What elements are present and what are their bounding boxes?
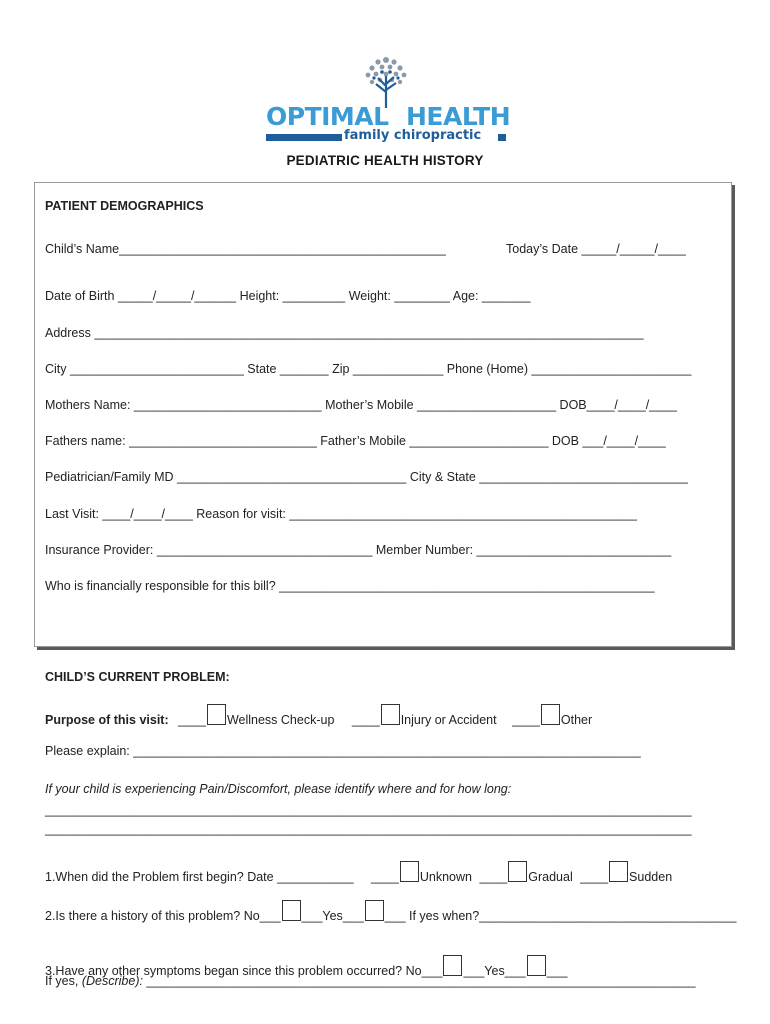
q3-yes-checkbox[interactable] <box>527 955 546 976</box>
logo-subtitle: family chiropractic <box>344 128 482 143</box>
q2-no-checkbox[interactable] <box>282 900 301 921</box>
tree-icon <box>356 52 416 108</box>
logo-bar-left <box>266 134 342 141</box>
unknown-label: Unknown <box>419 870 472 884</box>
pediatrician-field[interactable]: Pediatrician/Family MD _________________________________ City & State ______________________________ <box>45 470 688 484</box>
q2-yes-checkbox[interactable] <box>365 900 384 921</box>
question-3-row: 3.Have any other symptoms began since this problem occurred? No___ ___Yes___ ___ <box>45 955 567 978</box>
unknown-checkbox[interactable] <box>400 861 419 882</box>
q3-describe-field[interactable]: _______________________________________________________________________________ <box>142 974 696 988</box>
question-1-row: 1.When did the Problem first begin? Date ___________ ____ Unknown ____ Gradual ____ Sudden <box>45 861 672 884</box>
last-visit-field[interactable]: Last Visit: ____/____/____ Reason for visit: __________________________________________________ <box>45 507 637 521</box>
pain-line-2[interactable]: _____________________________________________________________________________________________ <box>45 822 692 836</box>
pain-line-1[interactable]: _____________________________________________________________________________________________ <box>45 803 692 817</box>
financial-responsibility-field[interactable]: Who is financially responsible for this bill? ______________________________________________________ <box>45 579 655 593</box>
q3-ifyes-label: If yes, <box>45 974 79 988</box>
todays-date-field[interactable]: Today’s Date _____/_____/____ <box>506 242 686 256</box>
q2-when-field[interactable]: If yes when?_____________________________________ <box>409 909 737 923</box>
q3-yes-label: Yes <box>484 964 505 978</box>
question-1-text: 1.When did the Problem first begin? Date ___________ <box>45 870 354 884</box>
pain-prompt: If your child is experiencing Pain/Discomfort, please identify where and for how long: <box>45 782 512 796</box>
father-info-field[interactable]: Fathers name: ___________________________ Father’s Mobile ____________________ DOB ___/____/____ <box>45 434 666 448</box>
gradual-checkbox[interactable] <box>508 861 527 882</box>
sudden-label: Sudden <box>629 870 673 884</box>
purpose-row: Purpose of this visit: ____ Wellness Check-up ____ Injury or Accident ____ Other <box>45 704 592 727</box>
insurance-field[interactable]: Insurance Provider: _______________________________ Member Number: ____________________________ <box>45 543 672 557</box>
q3-no-checkbox[interactable] <box>443 955 462 976</box>
explain-field[interactable]: Please explain: _________________________________________________________________________ <box>45 744 641 758</box>
dob-height-weight-age-field[interactable]: Date of Birth _____/_____/______ Height: _________ Weight: ________ Age: _______ <box>45 289 531 303</box>
childs-name-field[interactable]: Child’s Name_______________________________________________ <box>45 242 446 256</box>
logo-bar-right <box>498 134 506 141</box>
question-3-text: 3.Have any other symptoms began since this problem occurred? No <box>45 964 422 978</box>
logo-word-optimal: OPTIMAL <box>266 102 389 131</box>
page-title: PEDIATRIC HEALTH HISTORY <box>286 153 484 168</box>
city-state-zip-phone-field[interactable]: City _________________________ State _______ Zip _____________ Phone (Home) _______________________ <box>45 362 692 376</box>
demographics-heading: PATIENT DEMOGRAPHICS <box>45 199 204 213</box>
gradual-label: Gradual <box>528 870 573 884</box>
wellness-option-label: Wellness Check-up <box>226 713 335 727</box>
wellness-checkbox[interactable] <box>207 704 226 725</box>
question-2-row: 2.Is there a history of this problem? No___ ___Yes___ ___ If yes when?_____________________________________ <box>45 900 736 923</box>
address-field[interactable]: Address _______________________________________________________________________________ <box>45 326 644 340</box>
other-checkbox[interactable] <box>541 704 560 725</box>
q3-describe-label: (Describe): <box>81 974 143 988</box>
logo-word-health: HEALTH <box>406 102 511 131</box>
logo <box>262 52 511 148</box>
purpose-label: Purpose of this visit: <box>45 713 169 727</box>
mother-info-field[interactable]: Mothers Name: ___________________________ Mother’s Mobile ____________________ DOB____/____/____ <box>45 398 677 412</box>
injury-option-label: Injury or Accident <box>400 713 497 727</box>
question-2-text: 2.Is there a history of this problem? No <box>45 909 260 923</box>
problem-heading: CHILD’S CURRENT PROBLEM: <box>45 670 230 684</box>
question-3-describe-row <box>45 974 696 988</box>
q2-yes-label: Yes <box>322 909 343 923</box>
other-option-label: Other <box>560 713 593 727</box>
injury-checkbox[interactable] <box>381 704 400 725</box>
sudden-checkbox[interactable] <box>609 861 628 882</box>
